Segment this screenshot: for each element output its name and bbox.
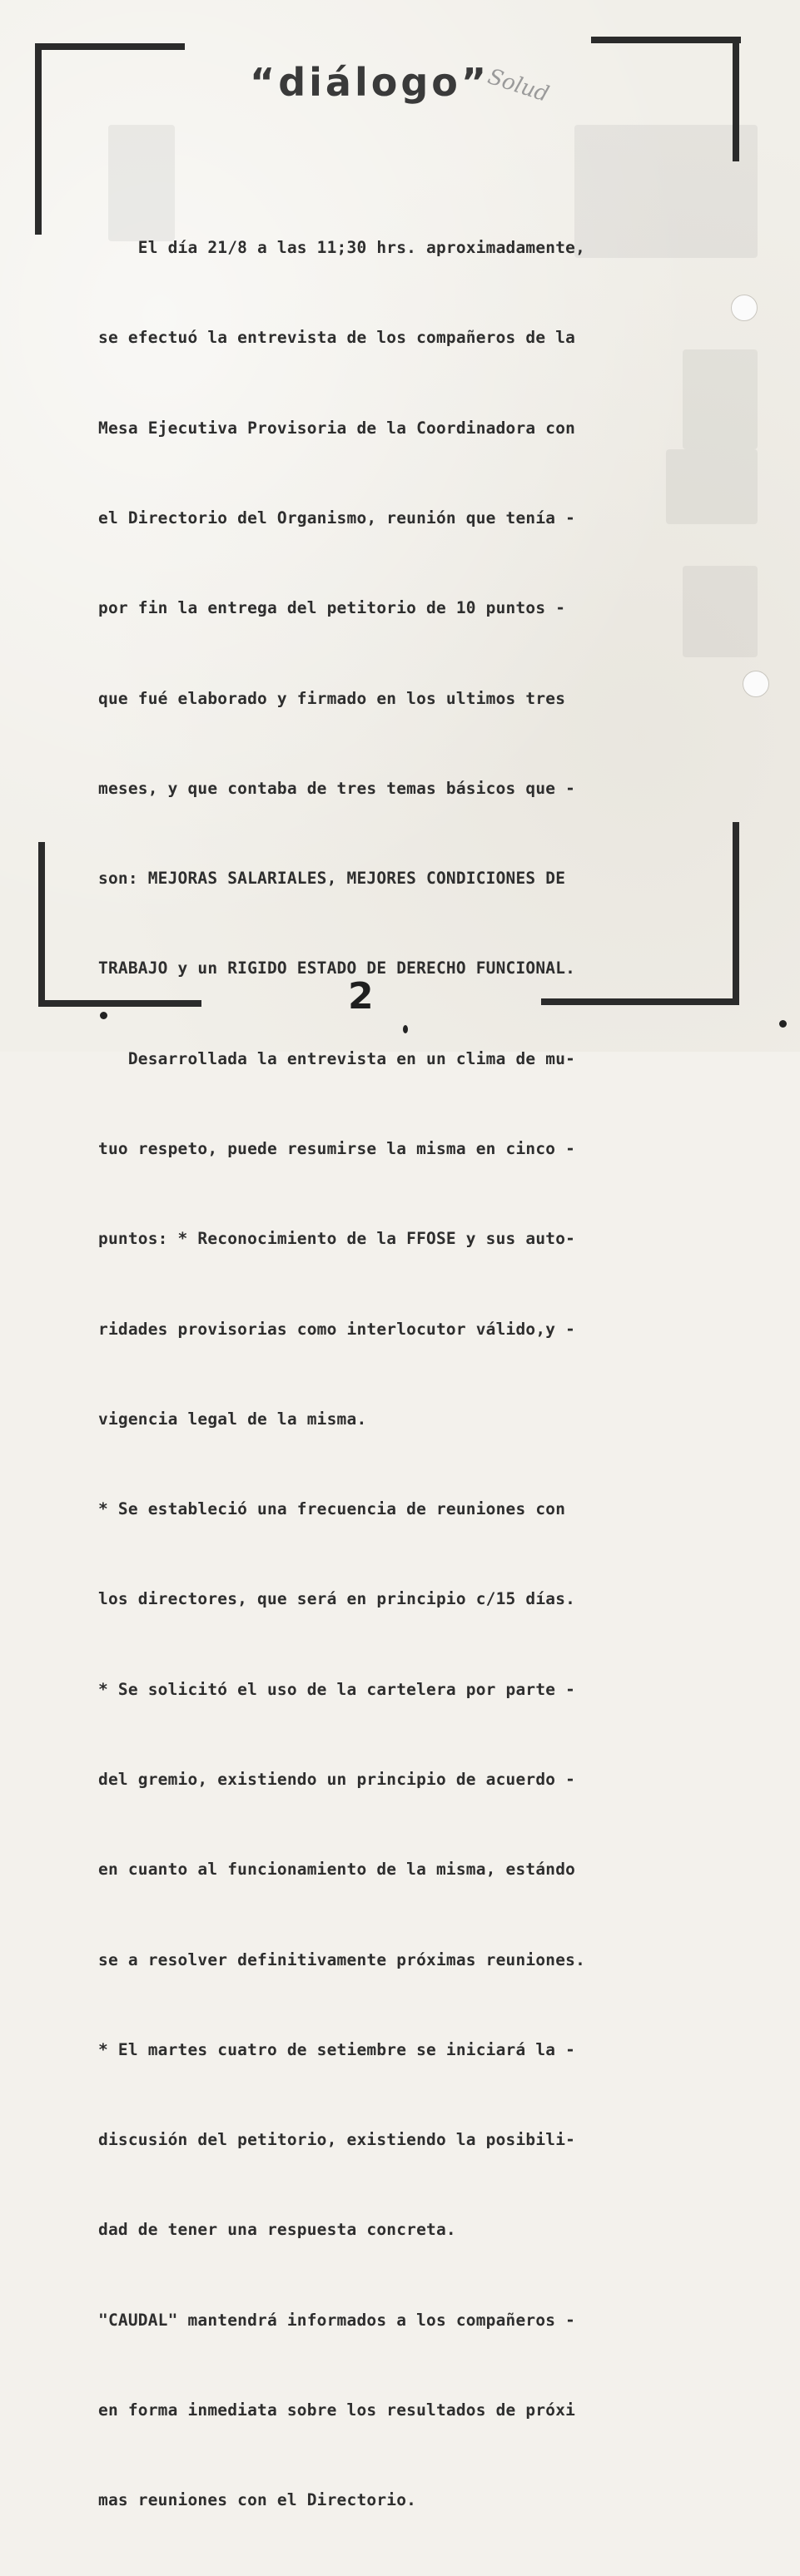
article-line: que fué elaborado y firmado en los ultimos tres — [98, 688, 566, 708]
punch-hole — [743, 671, 769, 697]
article-line: discusión del petitorio, existiendo la posibili- — [98, 2130, 576, 2150]
article-line: vigencia legal de la misma. — [98, 1409, 367, 1429]
frame-bottom-right-vertical — [733, 822, 739, 1005]
article-line: en forma inmediata sobre los resultados de próxi — [98, 2400, 576, 2420]
frame-top-left-horizontal — [35, 43, 185, 50]
article-line: mas reuniones con el Directorio. — [98, 2490, 417, 2510]
frame-top-right-horizontal — [591, 37, 741, 43]
article-line: son: MEJORAS SALARIALES, MEJORES CONDICIONES DE — [98, 869, 566, 889]
document-title: “diálogo” — [250, 60, 490, 105]
article-line: meses, y que contaba de tres temas básicos que - — [98, 778, 576, 798]
article-line: por fin la entrega del petitorio de 10 puntos - — [98, 598, 566, 618]
article-body — [98, 173, 698, 2576]
handwritten-note: Solud — [484, 64, 552, 107]
article-line: los directores, que será en principio c/15 días. — [98, 1589, 576, 1609]
article-line: el Directorio del Organismo, reunión que tenía - — [98, 508, 576, 528]
article-line: * El martes cuatro de setiembre se iniciará la - — [98, 2039, 576, 2059]
article-line: * Se estableció una frecuencia de reuniones con — [98, 1499, 566, 1519]
article-line: en cuanto al funcionamiento de la misma, estándo — [98, 1860, 576, 1880]
article-line: "CAUDAL" mantendrá informados a los compañeros - — [98, 2310, 576, 2330]
frame-top-right-vertical — [733, 37, 739, 161]
ink-dot — [779, 1020, 787, 1028]
article-line: Mesa Ejecutiva Provisoria de la Coordinadora con — [98, 418, 576, 438]
article-line: dad de tener una respuesta concreta. — [98, 2220, 456, 2240]
page-number: 2 — [348, 975, 374, 1018]
punch-hole — [731, 295, 758, 321]
article-line: * Se solicitó el uso de la cartelera por parte - — [98, 1679, 576, 1699]
article-line: puntos: * Reconocimiento de la FFOSE y sus auto- — [98, 1229, 576, 1249]
article-line: El día 21/8 a las 11;30 hrs. aproximadamente, — [98, 238, 586, 258]
article-line: tuo respeto, puede resumirse la misma en cinco - — [98, 1139, 576, 1158]
article-line: se efectuó la entrevista de los compañeros de la — [98, 328, 576, 348]
article-line: se a resolver definitivamente próximas reuniones. — [98, 1949, 586, 1969]
article-line: TRABAJO y un RIGIDO ESTADO DE DERECHO FUNCIONAL. — [98, 959, 576, 978]
frame-top-left-vertical — [35, 43, 42, 235]
article-line: ridades provisorias como interlocutor válido,y - — [98, 1319, 576, 1339]
frame-bottom-left-vertical — [38, 842, 45, 1007]
article-line: Desarrollada la entrevista en un clima de mu- — [98, 1048, 576, 1068]
article-line: del gremio, existiendo un principio de acuerdo - — [98, 1769, 576, 1789]
